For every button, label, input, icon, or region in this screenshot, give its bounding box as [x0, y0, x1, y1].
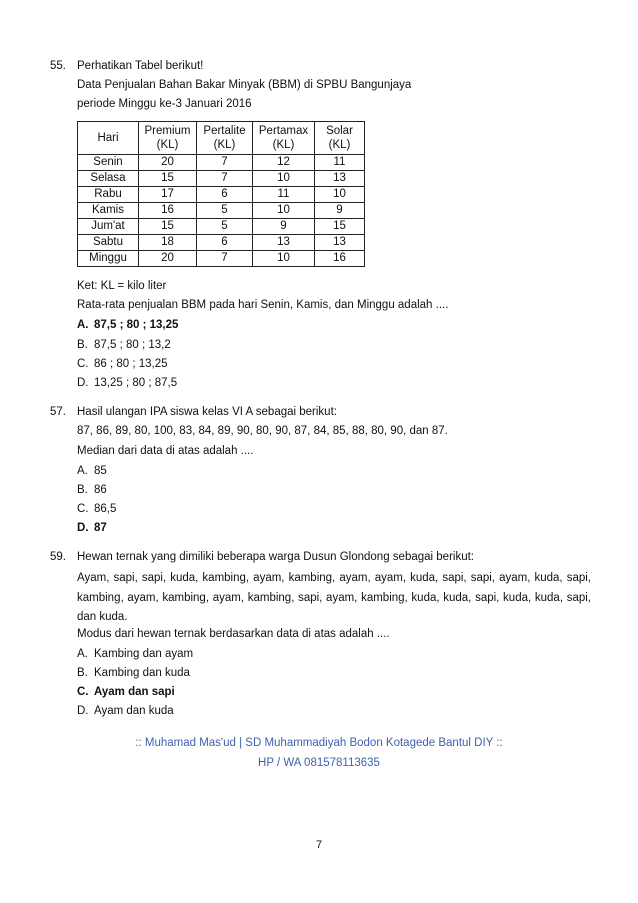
- table-row: [78, 155, 365, 171]
- question-number: 59.: [50, 551, 66, 563]
- table-row: [78, 203, 365, 219]
- page-number: 7: [315, 839, 323, 851]
- table-cell: 18: [139, 235, 197, 251]
- table-cell: 9: [253, 219, 315, 235]
- table-cell: 5: [197, 219, 253, 235]
- table-cell: 20: [139, 251, 197, 267]
- table-cell: 17: [139, 187, 197, 203]
- option-c: C. Ayam dan sapi: [77, 686, 175, 698]
- table-row: [78, 187, 365, 203]
- table-cell: Senin: [78, 155, 139, 171]
- table-cell: 15: [139, 171, 197, 187]
- question-text: Modus dari hewan ternak berdasarkan data di atas adalah ....: [77, 628, 390, 640]
- footer-author: :: Muhamad Mas'ud | SD Muhammadiyah Bodon Kotagede Bantul DIY ::: [135, 737, 503, 749]
- table-cell: 11: [315, 155, 365, 171]
- header-cell: Premium (KL): [139, 122, 197, 155]
- option-d: D. 87: [77, 522, 107, 534]
- question-intro: Hasil ulangan IPA siswa kelas VI A sebagai berikut:: [77, 406, 337, 418]
- table-cell: 5: [197, 203, 253, 219]
- header-cell: Pertamax (KL): [253, 122, 315, 155]
- option-b: B. 87,5 ; 80 ; 13,2: [77, 339, 171, 351]
- question-intro: Hewan ternak yang dimiliki beberapa warga Dusun Glondong sebagai berikut:: [77, 551, 474, 563]
- option-c: C. 86 ; 80 ; 13,25: [77, 358, 168, 370]
- header-cell: Solar (KL): [315, 122, 365, 155]
- table-header-row: [78, 122, 365, 155]
- table-cell: 7: [197, 155, 253, 171]
- question-number: 57.: [50, 406, 66, 418]
- table-cell: 6: [197, 235, 253, 251]
- table-cell: Rabu: [78, 187, 139, 203]
- table-cell: 13: [315, 235, 365, 251]
- option-c: C. 86,5: [77, 503, 117, 515]
- option-a: A. 87,5 ; 80 ; 13,25: [77, 319, 179, 331]
- table-cell: 16: [315, 251, 365, 267]
- question-data: 87, 86, 89, 80, 100, 83, 84, 89, 90, 80, 90, 87, 84, 85, 88, 80, 90, dan 87.: [77, 425, 448, 437]
- table-cell: 15: [315, 219, 365, 235]
- option-a: A. 85: [77, 465, 107, 477]
- footer-contact: HP / WA 081578113635: [258, 757, 380, 769]
- table-cell: 10: [253, 171, 315, 187]
- option-a: A. Kambing dan ayam: [77, 648, 194, 660]
- table-title: Data Penjualan Bahan Bakar Minyak (BBM) di SPBU Bangunjaya: [77, 79, 412, 91]
- question-text: Median dari data di atas adalah ....: [77, 445, 254, 457]
- table-cell: 16: [139, 203, 197, 219]
- table-cell: 11: [253, 187, 315, 203]
- table-cell: 10: [253, 251, 315, 267]
- table-cell: 15: [139, 219, 197, 235]
- table-cell: 10: [253, 203, 315, 219]
- table-row: [78, 171, 365, 187]
- table-cell: 20: [139, 155, 197, 171]
- table-row: [78, 251, 365, 267]
- table-cell: Kamis: [78, 203, 139, 219]
- option-b: B. 86: [77, 484, 107, 496]
- header-cell: Hari: [78, 122, 139, 155]
- table-cell: 13: [253, 235, 315, 251]
- table-cell: Sabtu: [78, 235, 139, 251]
- table-note: Ket: KL = kilo liter: [77, 280, 167, 292]
- question-intro: Perhatikan Tabel berikut!: [77, 60, 204, 72]
- table-cell: 10: [315, 187, 365, 203]
- option-d: D. Ayam dan kuda: [77, 705, 174, 717]
- table-cell: Selasa: [78, 171, 139, 187]
- question-number: 55.: [50, 60, 66, 72]
- option-b: B. Kambing dan kuda: [77, 667, 190, 679]
- table-row: [78, 235, 365, 251]
- table-cell: 12: [253, 155, 315, 171]
- table-cell: Jum'at: [78, 219, 139, 235]
- table-cell: 9: [315, 203, 365, 219]
- table-cell: 7: [197, 171, 253, 187]
- table-cell: 13: [315, 171, 365, 187]
- fuel-sales-table: [77, 121, 365, 267]
- table-row: [78, 219, 365, 235]
- table-subtitle: periode Minggu ke-3 Januari 2016: [77, 98, 252, 110]
- question-data: Ayam, sapi, sapi, kuda, kambing, ayam, kambing, ayam, ayam, kuda, sapi, sapi, ayam, kuda, sapi, kambing, ayam, kambing, ayam, kambing, sapi, ayam, kambing, kuda, kuda, sapi, kuda, kuda, sapi, dan kuda.: [77, 572, 591, 623]
- question-text: Rata-rata penjualan BBM pada hari Senin, Kamis, dan Minggu adalah ....: [77, 299, 449, 311]
- option-d: D. 13,25 ; 80 ; 87,5: [77, 377, 178, 389]
- header-cell: Pertalite (KL): [197, 122, 253, 155]
- table-cell: Minggu: [78, 251, 139, 267]
- table-cell: 7: [197, 251, 253, 267]
- table-cell: 6: [197, 187, 253, 203]
